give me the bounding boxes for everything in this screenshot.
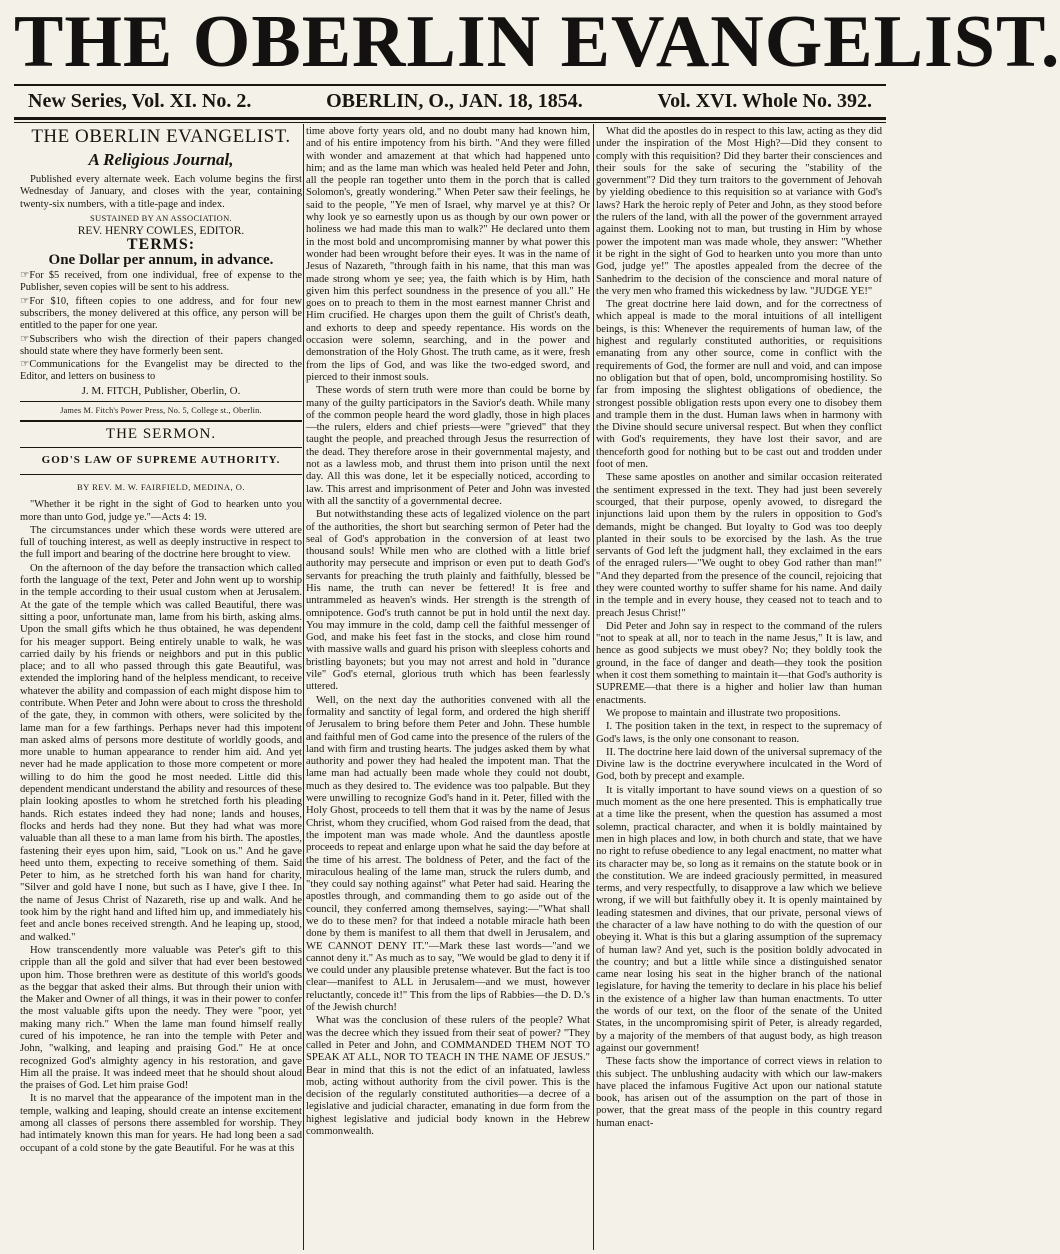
notice-item: ☞Subscribers who wish the direction of their papers changed should state where they have formerly been sent. <box>20 333 302 357</box>
paragraph: time above forty years old, and no doubt many had known him, and of his entire impotency from his birth. "And they were filled with wonder and amazement at that which had happened unto him; and as the lame man which was healed held Peter and John, all the people ran together unto them in the porch that is called Solomon's, greatly wondering." When Peter saw their feelings, he said to the people, "Ye men of Israel, why marvel ye at this? Or why look ye so earnestly upon us as though by our own power or holiness we had made this man to walk?" He declared unto them in the most bold and uncompromising manner by what power this wonder had been wrought before their eyes. It was in the name of Jesus of Nazareth, "through faith in his name, that this man was made strong whom ye see; yea, the faith which is by Him, hath given him this perfect soundness in the presence of you all." He goes on to preach to them in the most earnest manner Christ and Him crucified. He charges upon them the guilt of Christ's death, and exhorts to deep and speedy repentance. His words on the occasion were solemn, searching, and in the power and demonstration of the Holy Ghost. The truth came, as it were, fresh from the lips of God, and was like the two-edged sword, and pierced to their inmost souls. <box>306 126 590 383</box>
notice-item: ☞For $10, fifteen copies to one address, and for four new subscribers, the money delivered at this office, any person will be entitled to the paper for one year. <box>20 295 302 332</box>
paragraph: These facts show the importance of correct views in relation to this subject. The unblushing audacity with which our law-makers have placed the infamous Fugitive Act upon our national statute book, has arisen out of the assumption on the part of those in power, that the great mass of the people in this country regard human enact- <box>596 1056 882 1129</box>
paragraph: On the afternoon of the day before the transaction which called forth the language of the text, Peter and John went up to worship in the temple according to their usual custom when at Jerusalem. At the gate of the temple which was called Beautiful, there was sitting a poor, unfortunate man, lame from his birth, asking alms. Upon the small gifts which he thus obtained, he was dependent for his meager support. Being entirely unable to walk, he was carried daily by his friends or neighbors and put in this public place; and to all who passed through this gate Beautiful, was extended the imploring hand of the helpless mendicant, to receive whatever the ability and compassion of each might dispose him to contribute. When Peter and John were about to cross the threshold of the gate, they, in common with others, were solicited by the lame man for a few farthings. Perhaps never had this impotent man asked alms of persons more destitute of worldly goods, and more unable to human appearance to render him aid. And yet never had he made application to those more competent or more willing to do him the good he most needed. Little did this dependent mendicant understand the ability and resources of these plain looking apostles to whom he stretched forth his pleading hands. Rich estates indeed they had none; lands and houses, flocks and herds had they none. But they had what was more valuable than all these to a man lame from his birth. The apostles, fastening their eyes upon him, said, "Look on us." And he gave heed unto them, expecting to receive something of them. Said Peter to him, as he stretched forth his wan hand for charity, "Silver and gold have I none, but such as I have, give I thee. In the name of Jesus Christ of Nazareth, rise up and walk. And he took him by the right hand and lifted him up, and immediately his feet and ancle bones received strength. And he leaping up, stood, and walked." <box>20 562 302 943</box>
section-rule <box>20 447 302 448</box>
publication-note: Published every alternate week. Each volume begins the first Wednesday of January, and closes with the year, containing twenty-six numbers, with a title-page and index. <box>20 174 302 210</box>
paragraph: The circumstances under which these words were uttered are full of touching interest, as well as deeply instructive in respect to the full import and bearing of the doctrine here brought to view. <box>20 524 302 561</box>
press-line: James M. Fitch's Power Press, No. 5, College st., Oberlin. <box>20 401 302 422</box>
paragraph: Well, on the next day the authorities convened with all the formality and sanctity of legal form, and ordered the high sheriff of Jerusalem to bring before them Peter and John. These humble and faithful men of God came into the presence of the rulers of the land with firm and trusting hearts. The judges asked them by what authority and power they had healed the impotent man. That the lame man had actually been made whole they could not doubt, much as they desired to. The evidence was too palpable. But they were unwilling to recognize God's hand in it. Peter, filled with the Holy Ghost, proceeds to tell them that it was by the name of Jesus Christ, whom they crucified, whom God raised from the dead, that the impotent man was made whole. And the dauntless apostle proceeds to repeat and enlarge upon what he said the day before at the time of his arrest. The boldness of Peter, and the fact of the miraculous healing of the lame man, struck the rulers dumb, and "they could say nothing against" what Peter had said. Hearing the apostles through, and commanding them to go aside out of the council, they conferred among themselves, saying:—"What shall we do to these men? for that indeed a notable miracle hath been done by them is manifest to all them that dwell in Jerusalem, and WE CANNOT DENY IT."—Mark these last words—"and we cannot deny it." As much as to say, "We would be glad to deny it if we could under any plausible pretense whatever. But the fact is too clear—manifest to ALL in Jerusalem—and we must, however reluctantly, concede it!" This from the lips of Rabbies—the D. D.'s of the Jewish church! <box>306 694 590 1014</box>
masthead-title: THE OBERLIN EVANGELIST. <box>14 1 1060 83</box>
series-label: New Series, Vol. XI. No. 2. <box>28 89 252 112</box>
terms-heading: TERMS: <box>126 236 196 254</box>
notice-item: ☞For $5 received, from one individual, free of expense to the Publisher, seven copies will be sent to his address. <box>20 270 302 294</box>
sermon-title: GOD'S LAW OF SUPREME AUTHORITY. <box>41 453 281 466</box>
dateline <box>28 88 872 114</box>
section-rule <box>20 474 302 475</box>
paragraph: It is vitally important to have sound views on a question of so much moment as the one here presented. This is emphatically true at a time like the present, when the question has assumed a most solemn, practical character, and when it is boldly maintained by men in high places and low, in both church and state, that we have no right to refuse obedience to any legal enactment, no matter what its character may be, so long as it remains on the statute book or in the constitution. We are indeed graciously permitted, in measured terms, and very respectfully, to disapprove a law which we believe wrong, if we will but faithfully obey it. It is openly maintained by leading statesmen and divines, that our private, personal views of the character of a law have nothing to do with the question of our obeying it. What is this but a glaring assumption of the supremacy of human law? And yet, such is the position boldly advocated in the country; and but a little while since a distinguished senator came near losing his seat in the higher branch of the national legislature, for having the temerity to declare in his place his belief in the existence of a higher law than human enactments. To utter the words of our text, on the floor of the senate of the United States, in the uncompromising spirit of Peter, is already regarded, by a majority of the members of that august body, as high treason against our government! <box>596 784 882 1054</box>
paragraph: The great doctrine here laid down, and for the correctness of which appeal is made to the moral intuitions of all intelligent beings, is this: Whenever the requirements of human law, of the highest and regularly constituted authorities, or requisitions emanating from any other source, come in conflict with the requirements of God, the former are null and void, and can impose no obligation but that of open, bold, uncompromising hostility. So far from imposing the slightest obligations of obedience, the strongest possible obligation rests upon every one to disobey them and trample them in the dust. Human laws when in harmony with the Divine should secure universal respect. But when they conflict with God's requirements, they have lost their savor, and are thenceforth good for nothing but to be cast out and trodden under foot of men. <box>596 299 882 471</box>
dateline-rule <box>14 117 886 120</box>
paragraph: II. The doctrine here laid down of the universal supremacy of the Divine law is the doctrine everywhere inculcated in the Word of God, both by precept and example. <box>596 746 882 783</box>
publisher-line: J. M. FITCH, Publisher, Oberlin, O. <box>81 384 241 397</box>
price-line: One Dollar per annum, in advance. <box>48 251 274 268</box>
paragraph: What was the conclusion of these rulers of the people? What was the decree which they issued from their seat of power? "They called in Peter and John, and COMMANDED THEM NOT TO SPEAK AT ALL, NOR TO TEACH IN THE NAME OF JESUS." Bear in mind that this is not the edict of an infatuated, lawless mob, acting without authority from the civil power. This is the decision of the regularly constituted authorities—a decree of a legislative and judicial character, emanating in due form from the highest legislative and judicial body known in the Hebrew commonwealth. <box>306 1015 590 1138</box>
masthead-rule-top <box>14 84 886 86</box>
column-2 <box>306 126 590 1246</box>
paragraph: But notwithstanding these acts of legalized violence on the part of the authorities, the short but searching sermon of Peter had the seal of God's approbation in the conversion of at least two thousand souls! While men who are clothed with a little brief authority may persecute and imprison or even put to death God's servants for preaching the truth plainly and faithfully, blessed be His name, the truth can never be fettered! It is free and untrammeled as heaven's winds. Her strength is the strength of omnipotence. God's truth cannot be put in hold until the next day. You may immure in the cold, damp cell the faithful messenger of God, and make his feet fast in the stocks, and close him round with massive walls and guard his prison with sleepless cohorts and bristling bayonets; but you may not arrest and hold in "durance vile" God's eternal, glorious truth which has been fearlessly uttered. <box>306 509 590 693</box>
place-date: OBERLIN, O., JAN. 18, 1854. <box>326 89 583 112</box>
journal-title: THE OBERLIN EVANGELIST. <box>31 126 291 147</box>
paragraph: What did the apostles do in respect to this law, acting as they did under the inspiration of the Most High?—Did they consent to comply with this requisition? Did they barter their consciences and their souls for the sake of securing the "stability of the government"? Did they turn traitors to the government of Jehovah by yielding obedience to this requisition so at variance with God's laws? Hark the heroic reply of Peter and John, as they stood before the rulers of the land, with all the power of the government arrayed against them. Looking not to man, but trusting in Him by whose power the impotent man was made whole, they answer: "Whether it be right in the sight of God to hearken unto you more than unto God, judge ye!" The apostles appealed from the decree of the Sanhedrim to the decision of the conscience and moral nature of the very men who framed this wickedness by law. "JUDGE YE!" <box>596 126 882 297</box>
editor-line: REV. HENRY COWLES, EDITOR. <box>77 225 245 238</box>
paragraph: We propose to maintain and illustrate two propositions. <box>606 707 841 719</box>
paragraph: Did Peter and John say in respect to the command of the rulers "not to speak at all, nor to teach in the name Jesus," It is law, and hence as good subjects we must obey? No; they boldly took the ground, in the face of danger and death—they took the position when it cost them something to maintain it—that God's authority is SUPREME—that there is a higher and holier law than human enactments. <box>596 620 882 706</box>
column-divider-2 <box>593 124 594 1250</box>
column-divider-1 <box>303 124 304 1250</box>
volume-label: Vol. XVI. Whole No. 392. <box>657 89 872 112</box>
paragraph: It is no marvel that the appearance of the impotent man in the temple, walking and leaping, should create an intense excitement among all classes of persons there assembled for worship. They had intimately known this man for years. He had long been a sad occupant of a cold stone by the gate Beautiful. For he was at this <box>20 1093 302 1154</box>
paragraph: I. The position taken in the text, in respect to the supremacy of God's laws, is the only one consonant to reason. <box>596 721 882 745</box>
paragraph: These same apostles on another and similar occasion reiterated the sentiment expressed in the text. They had just been severely scourged, that their purpose, openly avowed, to disregard the injunctions laid upon them by the rulers in opposition to God's demands, might be changed. But loyalty to God was too deeply planted in their souls to be exorcised by the lash. As the true servants of God left the judgment hall, they exclaimed in the ears of the enraged rulers—"We ought to obey God rather than man!" "And they departed from the presence of the council, rejoicing that they were counted worthy to suffer shame for his name. And daily in the temple and in every house, they ceased not to teach and to preach Jesus Christ!" <box>596 472 882 619</box>
column-1 <box>20 126 302 1246</box>
sermon-epigraph: "Whether it be right in the sight of God to hearken unto you more than unto God, judge ye."—Acts 4: 19. <box>20 499 302 523</box>
section-heading: THE SERMON. <box>105 426 217 443</box>
sermon-author: BY REV. M. W. FAIRFIELD, MEDINA, O. <box>77 481 245 492</box>
dateline-rule-thin <box>14 122 886 123</box>
sustained-line: SUSTAINED BY AN ASSOCIATION. <box>89 212 232 223</box>
column-3 <box>596 126 882 1246</box>
paragraph: These words of stern truth were more than could be borne by many of the guilty participators in the Savior's death. While many of the common people heard the word gladly, those in high places—the rulers, elders and chief priests—were "grieved" that they taught the people, and preached through Jesus the resurrection of the dead. They therefore arose in their governmental majesty, and not as a lawless mob, and thrust them into prison until the next day. All this was done, let it be especially noticed, according to law. This arrest and imprisonment of Peter and John was invested with all the sanctity of a governmental decree. <box>306 385 590 507</box>
journal-subtitle: A Religious Journal, <box>88 150 234 169</box>
notice-item: ☞Communications for the Evangelist may be directed to the Editor, and letters on business to <box>20 359 302 383</box>
paragraph: How transcendently more valuable was Peter's gift to this cripple than all the gold and silver that had ever been bestowed upon him. Those brethren were as destitute of this world's goods as the beggar that asked their alms. But through their union with the Maker and Owner of all things, it was in their power to confer the most valuable gifts upon the needy. They were "poor, yet making many rich." When the lame man found himself really cured of his impotence, he ran into the temple with Peter and John, "walking, and leaping and praising God." He at once recognized God's almighty agency in his restoration, and gave Him all the praise. It was indeed meet that he should shout aloud the praises of God. Let him praise God! <box>20 944 302 1092</box>
